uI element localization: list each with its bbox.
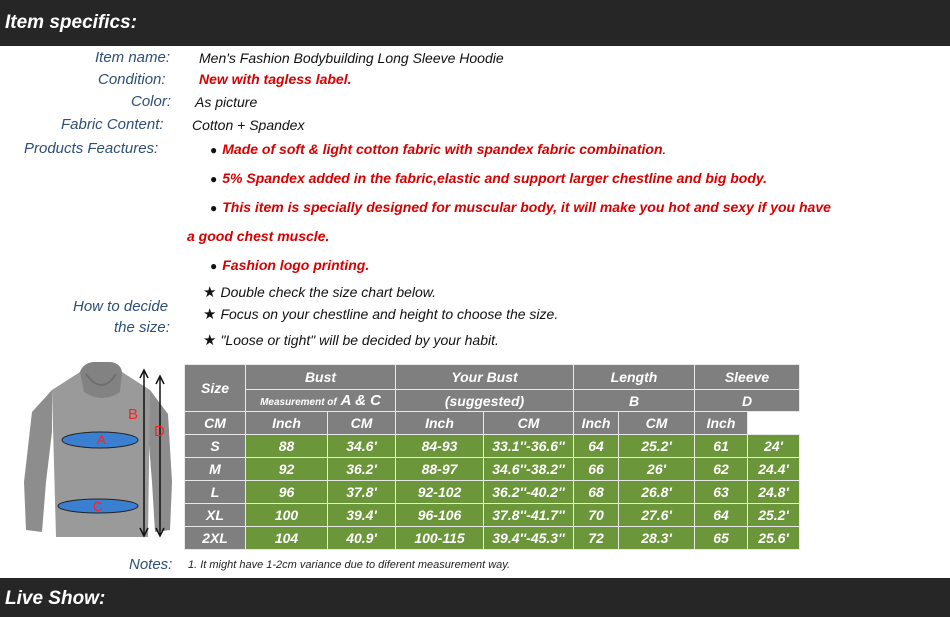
measurement-cell: 72 [574,527,619,550]
measurement-cell: 100 [246,504,328,527]
unit-cell: CM [619,412,695,435]
fabric-value: Cotton + Spandex [192,117,305,133]
notes-label: Notes: [129,556,173,573]
bullet-icon: ● [210,259,218,273]
measurement-cell: 40.9' [328,527,396,550]
size-row [185,435,800,458]
length-header: Length [574,365,695,390]
measurement-cell: 39.4' [328,504,396,527]
unit-cell: CM [328,412,396,435]
measurement-cell: 25.6' [748,527,800,550]
size-cell: 2XL [185,527,246,550]
measurement-cell: 28.3' [619,527,695,550]
feature-item: ● Made of soft & light cotton fabric with spandex fabric combination. [210,141,667,157]
measurement-cell: 88 [246,435,328,458]
feature-item: ● Fashion logo printing. [210,257,370,273]
measurement-cell: 25.2' [748,504,800,527]
measurement-cell: 26.8' [619,481,695,504]
measurement-cell: 92-102 [396,481,484,504]
length-subheader: B [574,390,695,412]
measurement-cell: 92 [246,458,328,481]
measurement-cell: 36.2''-40.2'' [484,481,574,504]
size-cell: S [185,435,246,458]
measurement-cell: 24.8' [748,481,800,504]
measurement-cell: 25.2' [619,435,695,458]
unit-cell: Inch [574,412,619,435]
measurement-cell: 84-93 [396,435,484,458]
item-name-value: Men's Fashion Bodybuilding Long Sleeve Hoodie [199,50,504,66]
your-bust-subheader: (suggested) [396,390,574,412]
size-cell: XL [185,504,246,527]
label-d: D [154,423,165,440]
tip-item: ★ "Loose or tight" will be decided by your habit. [203,332,499,349]
measurement-cell: 39.4''-45.3'' [484,527,574,550]
item-specifics-header [0,0,950,46]
condition-value: New with tagless label. [199,71,352,87]
unit-cell: CM [185,412,246,435]
label-b: B [128,406,139,423]
unit-cell: Inch [396,412,484,435]
bust-subheader: Measurement of A & C [246,390,396,412]
hoodie-measurement-diagram [22,362,182,540]
how-to-decide-label-line2: the size: [114,319,170,336]
measurement-cell: 26' [619,458,695,481]
measurement-cell: 24' [748,435,800,458]
measurement-cell: 61 [695,435,748,458]
label-c: C [93,499,103,514]
feature-item: ● 5% Spandex added in the fabric,elastic and support larger chestline and big body. [210,170,768,186]
measurement-cell: 96-106 [396,504,484,527]
measurement-cell: 37.8' [328,481,396,504]
measurement-cell: 65 [695,527,748,550]
size-row [185,527,800,550]
star-icon: ★ [203,332,217,349]
measurement-cell: 24.4' [748,458,800,481]
star-icon: ★ [203,284,217,301]
star-icon: ★ [203,306,217,323]
unit-cell: Inch [695,412,748,435]
feature-item: ● This item is specially designed for muscular body, it will make you hot and sexy if you have [210,199,831,215]
sleeve-subheader: D [695,390,800,412]
features-label: Products Feactures: [24,140,159,157]
bullet-icon: ● [210,201,218,215]
size-row [185,504,800,527]
color-value: As picture [195,94,258,110]
size-cell: L [185,481,246,504]
item-specifics-title: Item specifics: [5,12,137,33]
label-a: A [97,432,106,447]
live-show-header [0,578,950,617]
size-chart-table [184,364,800,550]
measurement-cell: 88-97 [396,458,484,481]
units-row [185,412,800,435]
live-show-title: Live Show: [5,588,106,609]
how-to-decide-label-line1: How to decide [73,298,169,315]
measurement-cell: 36.2' [328,458,396,481]
measurement-cell: 96 [246,481,328,504]
unit-cell: Inch [246,412,328,435]
measurement-cell: 37.8''-41.7'' [484,504,574,527]
bullet-icon: ● [210,172,218,186]
notes-text: 1. It might have 1-2cm variance due to diferent measurement way. [188,559,511,571]
measurement-cell: 27.6' [619,504,695,527]
measurement-cell: 70 [574,504,619,527]
condition-label: Condition: [98,71,166,88]
color-label: Color: [131,93,172,110]
measurement-cell: 33.1''-36.6'' [484,435,574,458]
measurement-cell: 63 [695,481,748,504]
item-name-label: Item name: [95,49,171,66]
tip-item: ★ Double check the size chart below. [203,284,437,301]
bullet-icon: ● [210,143,218,157]
size-header: Size [185,365,246,412]
measurement-cell: 66 [574,458,619,481]
measurement-cell: 64 [574,435,619,458]
measurement-cell: 62 [695,458,748,481]
unit-cell: CM [484,412,574,435]
feature-item-continued: a good chest muscle. [187,228,330,244]
your-bust-header: Your Bust [396,365,574,390]
size-row [185,481,800,504]
measurement-cell: 68 [574,481,619,504]
sleeve-header: Sleeve [695,365,800,390]
size-cell: M [185,458,246,481]
size-row [185,458,800,481]
measurement-cell: 64 [695,504,748,527]
fabric-label: Fabric Content: [61,116,164,133]
measurement-cell: 34.6' [328,435,396,458]
measurement-cell: 104 [246,527,328,550]
tip-item: ★ Focus on your chestline and height to choose the size. [203,306,559,323]
measurement-cell: 100-115 [396,527,484,550]
bust-header: Bust [246,365,396,390]
measurement-cell: 34.6''-38.2'' [484,458,574,481]
